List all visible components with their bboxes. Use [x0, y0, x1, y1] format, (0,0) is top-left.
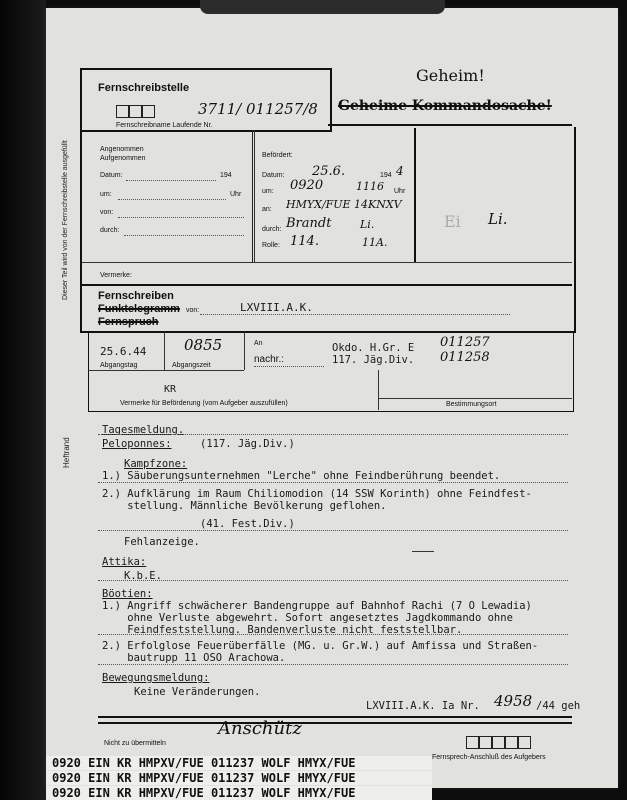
- col-divider: [254, 130, 255, 262]
- forwarded-date-label: Datum:: [262, 172, 285, 179]
- received-title-1: Angenommen: [100, 146, 144, 153]
- digit-box: [518, 736, 531, 749]
- forwarding-notes-label: Vermerke für Beförderung (vom Aufgeber auszufüllen): [120, 400, 288, 407]
- forwarded-roll-label: Rolle:: [262, 242, 280, 249]
- type-fernspruch: Fernspruch: [98, 316, 159, 328]
- sender: LXVIII.A.K.: [240, 301, 313, 314]
- dispatch-time-label: Abgangszeit: [172, 362, 211, 369]
- body-line: Keine Veränderungen.: [134, 686, 261, 698]
- received-from-label: von:: [100, 209, 114, 216]
- kr-marker: KR: [164, 384, 177, 395]
- dash: [412, 551, 434, 552]
- tape-strip: 0920 EIN KR HMPXV/FUE 011237 WOLF HMYX/FUE: [46, 786, 432, 800]
- fill-line: [254, 366, 324, 367]
- body-line: Bewegungsmeldung:: [102, 672, 210, 684]
- digit-box: [492, 736, 505, 749]
- ruled-line: [98, 482, 568, 483]
- col-divider: [244, 332, 245, 370]
- recipient-2-no: 011258: [440, 350, 490, 365]
- reference-number: 4958: [494, 692, 533, 710]
- dispatch-date: 25.6.44: [100, 345, 147, 358]
- ruled-line: [98, 634, 568, 635]
- forwarded-year: 194: [380, 172, 392, 179]
- to-label: An: [254, 340, 263, 347]
- body-line: 1.) Angriff schwächerer Bandengruppe auf Bahnhof Rachi (7 O Lewadia): [102, 600, 532, 612]
- body-line: Böotien:: [102, 588, 153, 600]
- digit-box: [116, 105, 129, 118]
- fill-line: [118, 217, 244, 218]
- received-time-label: um:: [100, 191, 112, 198]
- type-funktelegramm: Funktelegramm: [98, 303, 180, 315]
- divider: [328, 124, 572, 126]
- body-line: Kampfzone:: [124, 458, 188, 470]
- body-line: K.b.E.: [124, 570, 162, 582]
- col-divider: [164, 332, 165, 370]
- forwarded-time-2: 1116: [356, 180, 384, 193]
- tape-strip: 0920 EIN KR HMPXV/FUE 011237 WOLF HMYX/FUE: [46, 771, 432, 785]
- stamp-mark: Ei: [444, 212, 461, 231]
- running-number: 3711/ 011257/8: [198, 100, 318, 118]
- forwarded-time-label: um:: [262, 188, 274, 195]
- body-line: Fehlanzeige.: [124, 536, 200, 548]
- recipient-1-no: 011257: [440, 335, 490, 350]
- forwarded-by-label: durch:: [262, 226, 282, 233]
- recipient-2: 117. Jäg.Div.: [332, 354, 415, 366]
- ruled-line: [98, 530, 568, 531]
- body-line: Attika:: [102, 556, 147, 568]
- body-line: Peloponnes:: [102, 438, 172, 450]
- received-title-2: Aufgenommen: [100, 155, 146, 162]
- forwarded-to-2: 14KNXV: [354, 198, 402, 211]
- fill-line: [124, 235, 244, 236]
- divider: [82, 262, 572, 263]
- fill-line: [118, 199, 226, 200]
- binder-clip: [200, 0, 445, 14]
- forwarded-by: Brandt: [286, 216, 332, 231]
- name-label: Fernschreibname Laufende Nr.: [116, 122, 213, 129]
- digit-box: [142, 105, 155, 118]
- forwarded-uhr: Uhr: [394, 188, 406, 195]
- remarks-label: Vermerke:: [100, 272, 132, 279]
- forwarded-roll: 114.: [290, 234, 319, 249]
- forwarded-time: 0920: [290, 178, 324, 193]
- fill-line: [200, 314, 510, 315]
- dispatch-time: 0855: [184, 336, 223, 354]
- reference: LXVIII.A.K. Ia Nr.: [366, 700, 480, 712]
- tape-strip: 0920 EIN KR HMPXV/FUE 011237 WOLF HMYX/FUE: [46, 756, 432, 770]
- forwarded-date: 25.6.: [312, 164, 346, 179]
- side-note: Dieser Teil wird von der Fernschreibstelle ausgefüllt: [62, 140, 69, 300]
- not-transmit-label: Nicht zu übermitteln: [104, 740, 166, 747]
- col-divider: [378, 370, 379, 410]
- body-line: ohne Verluste abgewehrt. Sofort angesetztes Jagdkommando ohne: [102, 612, 513, 624]
- body-line: 1.) Säuberungsunternehmen "Lerche" ohne Feindberührung beendet.: [102, 470, 501, 482]
- body-line: (117. Jäg.Div.): [200, 438, 295, 450]
- recipient-1: Okdo. H.Gr. E: [332, 342, 415, 354]
- body-line: bautrupp 11 OSO Arachowa.: [102, 652, 286, 664]
- forwarded-by-2: Li.: [360, 218, 375, 231]
- body-line: (41. Fest.Div.): [200, 518, 295, 530]
- forwarded-to-label: an:: [262, 206, 272, 213]
- phone-label: Fernsprech-Anschluß des Aufgebers: [432, 754, 546, 761]
- type-fernschreiben: Fernschreiben: [98, 290, 174, 302]
- received-date-label: Datum:: [100, 172, 123, 179]
- sender-label: von:: [186, 307, 200, 314]
- dispatch-day-label: Abgangstag: [100, 362, 138, 369]
- initials: Li.: [488, 210, 508, 228]
- fill-line: [126, 180, 216, 181]
- forwarded-title: Befördert:: [262, 152, 293, 159]
- ruled-line: [98, 580, 568, 581]
- ruled-line: [98, 664, 568, 665]
- scan-background: [0, 0, 46, 800]
- digit-box: [479, 736, 492, 749]
- signature: Anschütz: [218, 718, 302, 739]
- divider: [378, 398, 572, 399]
- divider: [98, 722, 572, 724]
- received-uhr: Uhr: [230, 191, 242, 198]
- body-line: Tagesmeldung.: [102, 424, 185, 436]
- digit-box: [129, 105, 142, 118]
- divider: [82, 284, 572, 286]
- received-by-label: durch:: [100, 227, 120, 234]
- body-line: 2.) Erfolglose Feuerüberfälle (MG. u. Gr.W.) auf Amfissa und Straßen-: [102, 640, 539, 652]
- margin-label: Heftrand: [62, 437, 71, 468]
- cc-label: nachr.:: [254, 354, 285, 365]
- col-divider: [414, 128, 416, 262]
- forwarded-to: HMYX/FUE: [286, 198, 351, 211]
- reference-tail: /44 geh: [536, 700, 581, 712]
- divider: [98, 716, 572, 718]
- forwarded-roll-2: 11A.: [362, 236, 388, 249]
- divider: [88, 370, 244, 371]
- destination-label: Bestimmungsort: [446, 401, 497, 408]
- body-line: stellung. Männliche Bevölkerung geflohen.: [102, 500, 387, 512]
- station-title: Fernschreibstelle: [98, 82, 190, 94]
- old-classification: Geheime Kommandosache!: [338, 98, 552, 114]
- digit-box: [466, 736, 479, 749]
- forwarded-year-digit: 4: [396, 164, 404, 178]
- body-line: Feindfeststellung. Bandenverluste nicht feststellbar.: [102, 624, 463, 636]
- classification: Geheim!: [416, 66, 485, 85]
- digit-box: [505, 736, 518, 749]
- ruled-line: [98, 434, 568, 435]
- body-line: 2.) Aufklärung im Raum Chiliomodion (14 SSW Korinth) ohne Feindfest-: [102, 488, 532, 500]
- received-year: 194: [220, 172, 232, 179]
